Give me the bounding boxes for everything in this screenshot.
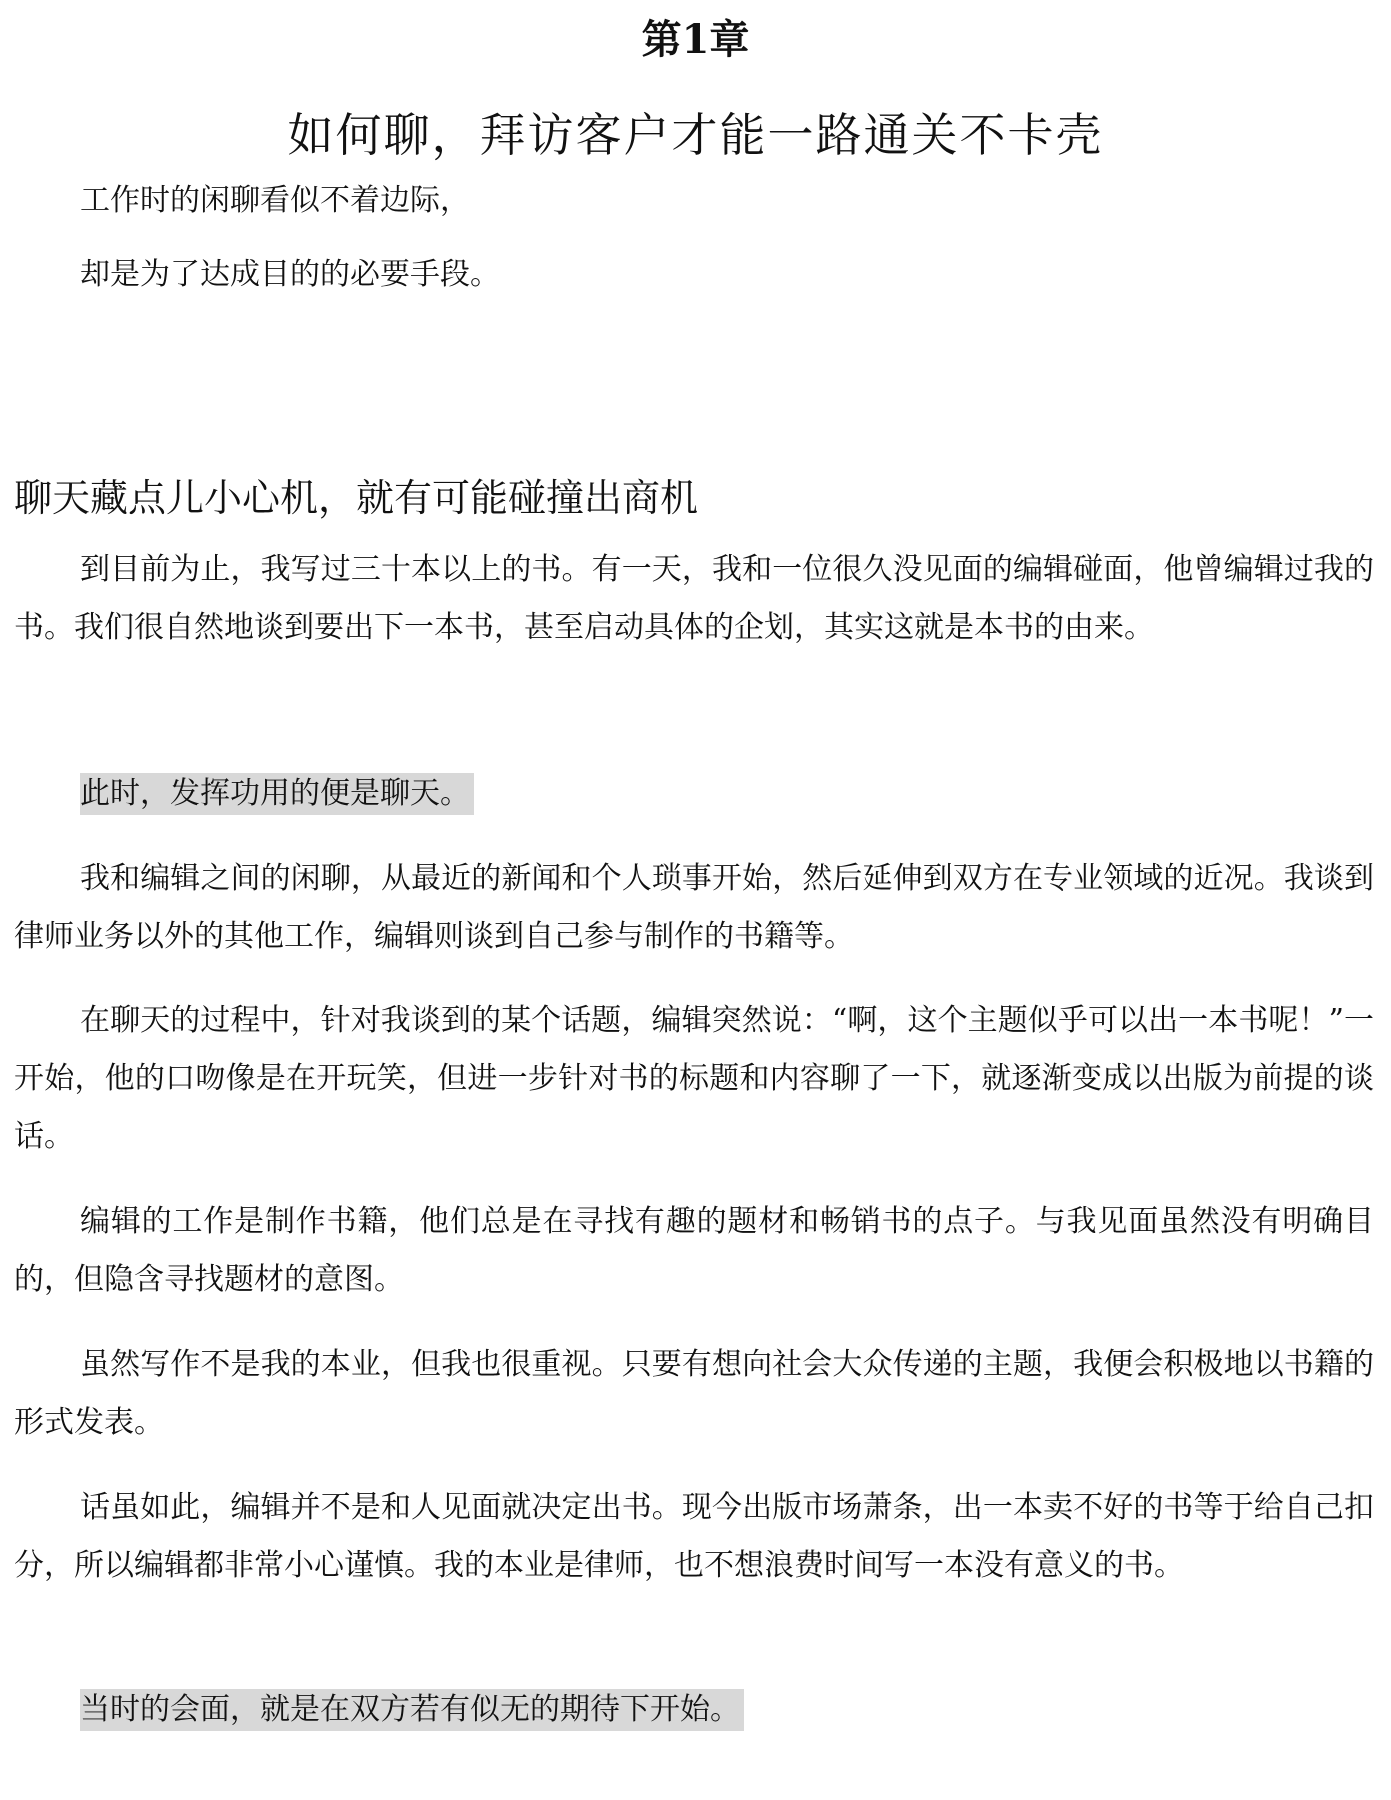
highlighted-sentence-2: 当时的会面，就是在双方若有似无的期待下开始。 [80,1689,744,1731]
body-paragraph-2: 我和编辑之间的闲聊，从最近的新闻和个人琐事开始，然后延伸到双方在专业领域的近况。我谈到律师业务以外的其他工作，编辑则谈到自己参与制作的书籍等。 [14,861,1374,954]
chapter-label: 第1章 [641,16,750,63]
intro-line-1: 工作时的闲聊看似不着边际， [80,183,470,218]
body-paragraph-6: 话虽如此，编辑并不是和人见面就决定出书。现今出版市场萧条，出一本卖不好的书等于给自己扣分，所以编辑都非常小心谨慎。我的本业是律师，也不想浪费时间写一本没有意义的书。 [14,1490,1374,1583]
intro-line-2: 却是为了达成目的的必要手段。 [80,257,500,292]
body-paragraph-1: 到目前为止，我写过三十本以上的书。有一天，我和一位很久没见面的编辑碰面，他曾编辑过我的书。我们很自然地谈到要出下一本书，甚至启动具体的企划，其实这就是本书的由来。 [14,552,1374,645]
body-paragraph-4: 编辑的工作是制作书籍，他们总是在寻找有趣的题材和畅销书的点子。与我见面虽然没有明确目的，但隐含寻找题材的意图。 [14,1204,1374,1297]
highlighted-sentence-1: 此时，发挥功用的便是聊天。 [80,773,474,815]
section-heading: 聊天藏点儿小心机，就有可能碰撞出商机 [14,476,699,520]
chapter-title: 如何聊，拜访客户才能一路通关不卡壳 [287,108,1104,162]
body-paragraph-5: 虽然写作不是我的本业，但我也很重视。只要有想向社会大众传递的主题，我便会积极地以书籍的形式发表。 [14,1347,1374,1440]
body-paragraph-3: 在聊天的过程中，针对我谈到的某个话题，编辑突然说：“啊，这个主题似乎可以出一本书呢！”一开始，他的口吻像是在开玩笑，但进一步针对书的标题和内容聊了一下，就逐渐变成以出版为前提的谈话。 [14,1003,1374,1154]
